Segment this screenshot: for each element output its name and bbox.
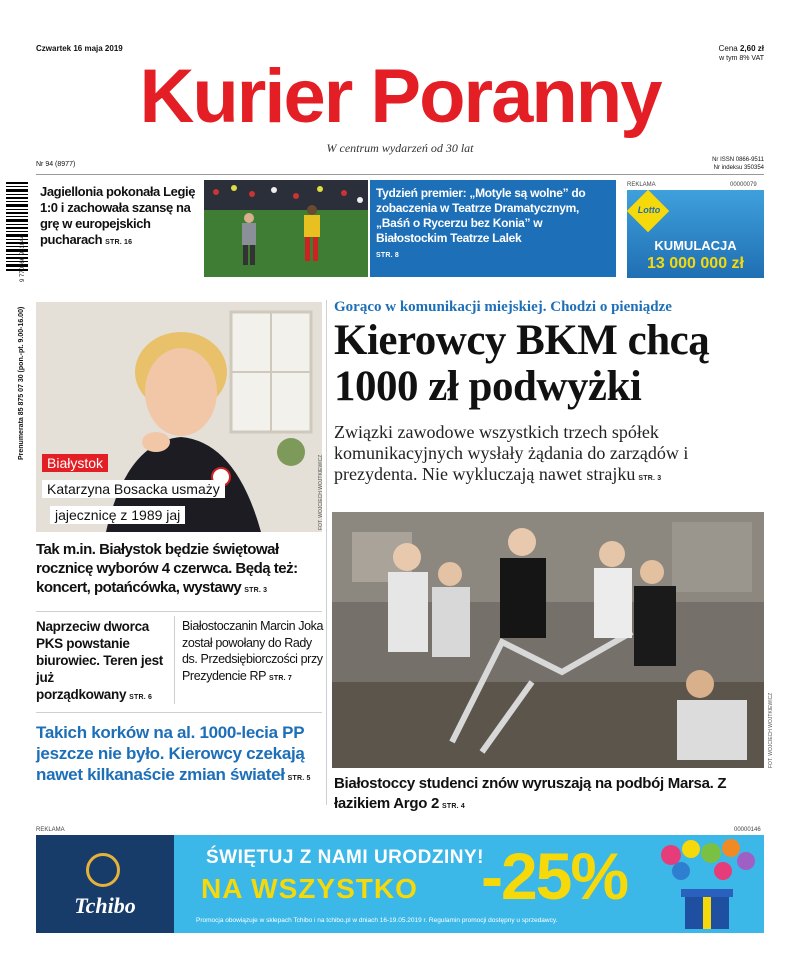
main-lead [334, 422, 752, 489]
mars-caption-page: STR. 4 [441, 803, 465, 810]
station-story[interactable] [36, 618, 166, 706]
traffic-story-text: Takich korków na al. 1000-lecia PP jeszcze nie było. Kierowcy czekają nawet kilkanaście zmian świateł [36, 723, 305, 784]
elections-story-text: Tak m.in. Białystok będzie świętował rocznicę wyborów 4 czerwca. Będą też: koncert, potańcówka, wystawy [36, 541, 298, 596]
vat-note: w tym 8% VAT [719, 55, 764, 62]
station-story-text: Naprzeciw dworca PKS powstanie biurowiec. Teren jest już porządkowany [36, 619, 163, 702]
tchibo-logo: Tchibo [74, 893, 136, 918]
lotto-ad-label: REKLAMA [627, 182, 656, 188]
lotto-kumulacja: KUMULACJA [654, 238, 737, 253]
bosacka-photo[interactable] [36, 302, 322, 532]
main-lead-page: STR. 3 [638, 475, 662, 482]
elections-story[interactable] [36, 540, 322, 600]
main-kicker: Gorąco w komunikacji miejskiej. Chodzi o pieniądze [334, 299, 672, 315]
bosacka-city-tag: Białystok [42, 454, 108, 472]
bosacka-line-1: Katarzyna Bosacka usmaży [42, 480, 225, 498]
tchibo-headline: ŚWIĘTUJ Z NAMI URODZINY! [206, 847, 484, 868]
lotto-logo: Lotto [637, 205, 661, 215]
tchibo-subheadline: NA WSZYSTKO [201, 873, 418, 904]
main-headline[interactable] [334, 318, 774, 410]
tchibo-ad-label: REKLAMA [36, 827, 65, 833]
culture-teaser-page: STR. 8 [376, 252, 399, 259]
bosacka-photo-credit: FOT. WOJCIECH WOJTKIEWICZ [318, 454, 324, 530]
lotto-ad[interactable] [627, 190, 764, 278]
station-story-page: STR. 6 [129, 694, 153, 701]
elections-story-page: STR. 3 [244, 587, 268, 594]
issue-date: Czwartek 16 maja 2019 [36, 44, 123, 53]
bosacka-line-2: jajecznicę z 1989 jaj [50, 506, 185, 524]
main-headline-line-1: Kierowcy BKM chcą [334, 317, 710, 364]
tagline: W centrum wydarzeń od 30 lat [326, 141, 474, 155]
mars-caption[interactable] [334, 774, 764, 817]
issn: Nr ISSN 0866-9511 [712, 157, 764, 163]
tchibo-bean-icon [86, 853, 120, 887]
joka-story[interactable] [182, 618, 324, 687]
newspaper-title[interactable]: Kurier Poranny [139, 54, 661, 139]
culture-teaser-text: Tydzień premier: „Motyle są wolne” do zobaczenia w Teatrze Dramatycznym, „Baśń o Rycerzu bez Konia” w Białostockim Teatrze Lalek [376, 186, 586, 245]
tchibo-discount: -25% [481, 839, 628, 913]
lotto-amount: 13 000 000 zł [647, 255, 744, 272]
traffic-story-page: STR. 5 [287, 775, 311, 782]
price-value: 2,60 zł [739, 44, 764, 53]
barcode [4, 180, 32, 280]
mars-caption-text: Białostoccy studenci znów wyruszają na podbój Marsa. Z łazikiem Argo 2 [334, 775, 727, 812]
crowd [204, 180, 368, 210]
sport-teaser-text: Jagiellonia pokonała Legię 1:0 i zachowała szansę na grę w europejskich pucharach [40, 184, 196, 247]
mars-photo-credit: FOT. WOJCIECH WOJTKIEWICZ [768, 692, 774, 768]
tchibo-ad-code: 00000146 [734, 827, 761, 833]
football-photo[interactable] [204, 180, 368, 277]
main-lead-text: Związki zawodowe wszystkich trzech spółek komunikacyjnych wysłały żądania do zarządów i prezydenta. Nie wykluczają nawet strajku [334, 422, 689, 484]
subscription-info: Prenumerata 85 875 07 30 (pon.-pt. 9.00-16.00) [18, 306, 25, 460]
sport-teaser-page: STR. 16 [105, 239, 133, 246]
mars-rover-photo[interactable] [332, 512, 764, 768]
joka-story-page: STR. 7 [269, 674, 293, 682]
tchibo-ad[interactable] [36, 835, 764, 933]
index-number: Nr indeksu 350354 [713, 165, 764, 171]
price-label: Cena [718, 44, 738, 53]
main-headline-line-2: 1000 zł podwyżki [334, 363, 642, 410]
joka-story-text: Białostoczanin Marcin Joka został powołany do Rady ds. Przedsiębiorczości przy Prezydencie RP [182, 619, 324, 683]
traffic-story[interactable] [36, 722, 324, 789]
sport-teaser[interactable] [40, 184, 200, 251]
tchibo-fine-print: Promocja obowiązuje w sklepach Tchibo i na tchibo.pl w dniach 16-19.05.2019 r. Regulamin promocji dostępny u sprzedawcy. [196, 917, 558, 924]
lotto-ad-code: 00000079 [730, 182, 757, 188]
issue-number: Nr 94 (8977) [36, 161, 76, 168]
gift-balloons-icon [651, 839, 761, 931]
barcode-digits: 9 770866 951044 [20, 235, 26, 282]
culture-teaser[interactable] [370, 180, 616, 277]
